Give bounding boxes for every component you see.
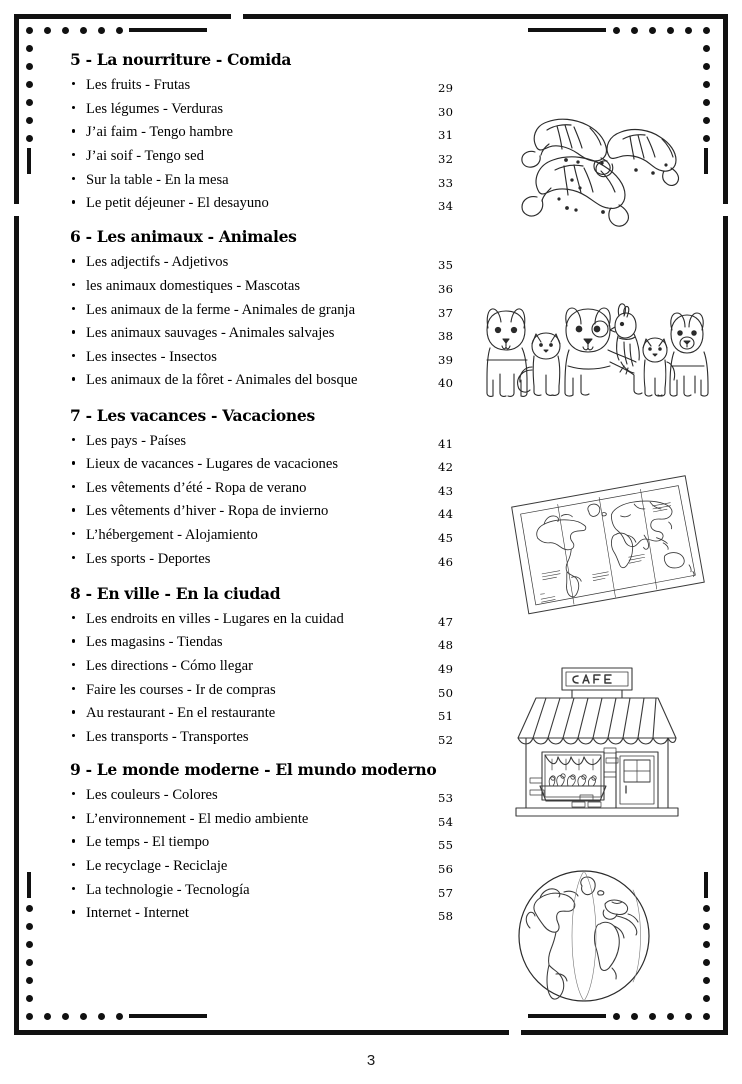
- pets-illustration: [476, 300, 708, 404]
- border-dot: [80, 27, 87, 34]
- section-title: 7 - Les vacances - Vacaciones: [70, 405, 315, 425]
- toc-entry-page-number: 47: [438, 614, 454, 629]
- border-dot: [703, 27, 710, 34]
- section-title: 8 - En ville - En la ciudad: [70, 583, 281, 603]
- toc-entry-page-number: 42: [438, 460, 454, 475]
- border-dot: [703, 1013, 710, 1020]
- croissants-illustration: [505, 100, 695, 235]
- bullet-icon: [72, 887, 75, 890]
- border-dot: [703, 81, 710, 88]
- toc-entry-page-number: 45: [438, 531, 454, 545]
- toc-entry-label: Sur la table - En la mesa: [86, 171, 229, 188]
- toc-entry[interactable]: [58, 99, 478, 119]
- bullet-icon: [72, 556, 75, 559]
- outer-frame-bottom-left-segment: [14, 1030, 509, 1035]
- border-dot: [613, 27, 620, 34]
- toc-entry[interactable]: [58, 478, 478, 498]
- toc-entry[interactable]: [58, 276, 478, 296]
- border-dot: [631, 27, 638, 34]
- border-dot: [631, 1013, 638, 1020]
- section-entry-list: [58, 431, 478, 569]
- toc-entry-page-number: 33: [438, 175, 454, 190]
- border-dot: [703, 99, 710, 106]
- border-dot: [703, 923, 710, 930]
- toc-entry-label: Les sports - Deportes: [86, 550, 211, 567]
- toc-entry[interactable]: [58, 785, 478, 805]
- toc-entry-label: Le recyclage - Reciclaje: [86, 857, 228, 874]
- toc-entry-label: Les animaux sauvages - Animales salvajes: [86, 325, 335, 342]
- toc-entry-label: Internet - Internet: [86, 905, 189, 922]
- bullet-icon: [72, 461, 75, 464]
- toc-entry-page-number: 57: [438, 885, 454, 900]
- toc-entry-label: Les vêtements d’été - Ropa de verano: [86, 479, 307, 496]
- border-dash: [129, 28, 207, 32]
- toc-entry[interactable]: [58, 727, 478, 747]
- section-entry-list: [58, 75, 478, 213]
- toc-entry-label: L’hébergement - Alojamiento: [86, 527, 258, 543]
- toc-entry[interactable]: [58, 903, 478, 923]
- toc-entry-page-number: 56: [438, 861, 454, 876]
- toc-entry[interactable]: [58, 832, 478, 852]
- border-dot: [116, 1013, 123, 1020]
- toc-entry-page-number: 46: [438, 554, 454, 569]
- toc-entry-page-number: 54: [438, 814, 454, 829]
- border-dot: [26, 27, 33, 34]
- toc-entry-label: J’ai soif - Tengo sed: [86, 147, 204, 164]
- toc-entry-page-number: 50: [438, 685, 454, 700]
- toc-entry-page-number: 51: [438, 709, 454, 724]
- globe-illustration: [512, 866, 662, 1008]
- border-dot: [703, 995, 710, 1002]
- toc-entry[interactable]: [58, 300, 478, 320]
- world-map-illustration: [505, 478, 705, 612]
- toc-entry[interactable]: [58, 252, 478, 272]
- toc-entry-page-number: 38: [438, 329, 454, 344]
- border-dot: [26, 923, 33, 930]
- border-dot: [26, 135, 33, 142]
- toc-entry[interactable]: [58, 549, 478, 569]
- toc-entry[interactable]: [58, 856, 478, 876]
- toc-entry-label: Les transports - Transportes: [86, 728, 249, 745]
- toc-entry-page-number: 43: [438, 483, 454, 498]
- toc-entry-label: Les légumes - Verduras: [86, 100, 224, 117]
- bullet-icon: [72, 354, 75, 357]
- toc-entry-label: L’environnement - El medio ambiente: [86, 810, 309, 827]
- toc-entry-page-number: 40: [438, 376, 454, 391]
- toc-entry-page-number: 53: [438, 791, 454, 805]
- toc-entry-label: Les directions - Cómo llegar: [86, 658, 253, 674]
- border-dot: [26, 1013, 33, 1020]
- bullet-icon: [72, 710, 75, 713]
- toc-entry-label: Les couleurs - Colores: [86, 787, 218, 803]
- border-dot: [703, 959, 710, 966]
- border-dot: [26, 45, 33, 52]
- bullet-icon: [72, 485, 75, 488]
- bullet-icon: [72, 377, 75, 380]
- bullet-icon: [72, 153, 75, 156]
- bullet-icon: [72, 259, 75, 262]
- toc-entry-label: Les magasins - Tiendas: [86, 634, 223, 651]
- toc-entry-label: J’ai faim - Tengo hambre: [86, 124, 234, 141]
- border-dot: [26, 905, 33, 912]
- toc-entry-page-number: 35: [438, 258, 454, 273]
- bullet-icon: [72, 508, 75, 511]
- toc-entry-page-number: 37: [438, 305, 454, 320]
- border-dash: [27, 148, 31, 174]
- border-dot: [667, 1013, 674, 1020]
- toc-entry[interactable]: [58, 809, 478, 829]
- border-dot: [26, 977, 33, 984]
- bullet-icon: [72, 438, 75, 441]
- border-dot: [703, 45, 710, 52]
- toc-entry-label: Les pays - Países: [86, 432, 187, 449]
- border-dot: [685, 27, 692, 34]
- section-title: 6 - Les animaux - Animales: [70, 227, 297, 247]
- outer-frame-left-upper-segment: [14, 14, 19, 204]
- bullet-icon: [72, 792, 75, 795]
- toc-entry-label: Les animaux de la ferme - Animales de granja: [86, 301, 356, 318]
- toc-entry-label: Les animaux de la fôret - Animales del bosque: [86, 372, 358, 389]
- border-dot: [26, 995, 33, 1002]
- border-dot: [667, 27, 674, 34]
- border-dot: [98, 27, 105, 34]
- toc-entry[interactable]: [58, 680, 478, 700]
- toc-entry[interactable]: [58, 193, 478, 213]
- toc-entry[interactable]: [58, 454, 478, 474]
- section-title: 9 - Le monde moderne - El mundo moderno: [70, 760, 437, 779]
- border-dot: [703, 905, 710, 912]
- bullet-icon: [72, 910, 75, 913]
- border-dot: [116, 27, 123, 34]
- border-dot: [703, 135, 710, 142]
- border-dot: [80, 1013, 87, 1020]
- toc-entry-label: La technologie - Tecnología: [86, 881, 250, 898]
- section-entry-list: [58, 609, 478, 747]
- toc-entry-label: Le temps - El tiempo: [86, 834, 210, 851]
- toc-entry[interactable]: [58, 75, 478, 95]
- border-dot: [685, 1013, 692, 1020]
- border-dot: [26, 117, 33, 124]
- border-dot: [44, 1013, 51, 1020]
- toc-entry-page-number: 30: [438, 104, 454, 119]
- toc-entry[interactable]: [58, 880, 478, 900]
- border-dot: [26, 941, 33, 948]
- toc-entry-label: Les fruits - Frutas: [86, 77, 191, 93]
- outer-frame-bottom-right-segment: [521, 1030, 728, 1035]
- toc-section-9: [58, 760, 478, 923]
- toc-entry-page-number: 55: [438, 838, 454, 853]
- section-entry-list: [58, 785, 478, 923]
- outer-frame-right-upper-segment: [723, 14, 728, 204]
- toc-entry-page-number: 52: [438, 732, 454, 747]
- bullet-icon: [72, 639, 75, 642]
- border-dash: [27, 872, 31, 898]
- bullet-icon: [72, 616, 75, 619]
- toc-section-5: [58, 50, 478, 213]
- toc-entry-label: Lieux de vacances - Lugares de vacaciones: [86, 456, 339, 473]
- page-number: 3: [366, 1052, 376, 1069]
- outer-frame-right-lower-segment: [723, 216, 728, 1035]
- toc-section-8: [58, 584, 478, 747]
- outer-frame-top-right-segment: [243, 14, 728, 19]
- toc-entry-page-number: 58: [438, 909, 454, 924]
- bullet-icon: [72, 200, 75, 203]
- border-dash: [528, 1014, 606, 1018]
- toc-entry-page-number: 41: [438, 436, 454, 451]
- toc-entry-label: Les vêtements d’hiver - Ropa de invierno: [86, 503, 329, 520]
- toc-entry-page-number: 48: [438, 638, 454, 653]
- toc-section-7: [58, 406, 478, 569]
- toc-entry-label: Les endroits en villes - Lugares en la cuidad: [86, 610, 344, 627]
- toc-entry[interactable]: [58, 431, 478, 451]
- toc-entry[interactable]: [58, 632, 478, 652]
- bullet-icon: [72, 82, 75, 85]
- toc-entry[interactable]: [58, 122, 478, 142]
- bullet-icon: [72, 663, 75, 666]
- border-dot: [26, 959, 33, 966]
- toc-entry[interactable]: [58, 501, 478, 521]
- bullet-icon: [72, 687, 75, 690]
- border-dot: [613, 1013, 620, 1020]
- bullet-icon: [72, 177, 75, 180]
- toc-entry[interactable]: [58, 656, 478, 676]
- bullet-icon: [72, 283, 75, 286]
- toc-entry-page-number: 39: [438, 352, 454, 367]
- border-dot: [26, 63, 33, 70]
- border-dash: [704, 872, 708, 898]
- table-of-contents: [58, 50, 478, 933]
- toc-entry-page-number: 34: [438, 199, 454, 214]
- bullet-icon: [72, 863, 75, 866]
- toc-entry-page-number: 29: [438, 81, 454, 95]
- section-title: 5 - La nourriture - Comida: [70, 50, 292, 69]
- border-dot: [649, 27, 656, 34]
- toc-entry[interactable]: [58, 609, 478, 629]
- border-dot: [26, 81, 33, 88]
- bullet-icon: [72, 734, 75, 737]
- border-dot: [703, 941, 710, 948]
- toc-entry-label: Le petit déjeuner - El desayuno: [86, 195, 269, 212]
- toc-entry-label: Faire les courses - Ir de compras: [86, 681, 276, 698]
- toc-entry[interactable]: [58, 703, 478, 723]
- section-entry-list: [58, 252, 478, 390]
- toc-entry-page-number: 44: [438, 507, 454, 522]
- toc-entry[interactable]: [58, 146, 478, 166]
- border-dash: [129, 1014, 207, 1018]
- toc-entry-page-number: 49: [438, 662, 454, 676]
- border-dot: [62, 1013, 69, 1020]
- bullet-icon: [72, 816, 75, 819]
- bullet-icon: [72, 129, 75, 132]
- border-dot: [62, 27, 69, 34]
- toc-entry-page-number: 31: [438, 128, 454, 143]
- bullet-icon: [72, 532, 75, 535]
- toc-entry[interactable]: [58, 370, 478, 390]
- bullet-icon: [72, 839, 75, 842]
- toc-section-6: [58, 227, 478, 390]
- outer-frame-left-lower-segment: [14, 216, 19, 1035]
- border-dot: [703, 117, 710, 124]
- toc-entry-label: Les adjectifs - Adjetivos: [86, 254, 229, 271]
- border-dash: [704, 148, 708, 174]
- border-dot: [98, 1013, 105, 1020]
- outer-frame-top-left-segment: [14, 14, 231, 19]
- border-dash: [528, 28, 606, 32]
- toc-entry-label: Au restaurant - En el restaurante: [86, 705, 276, 722]
- border-dot: [703, 63, 710, 70]
- toc-entry-label: Les insectes - Insectos: [86, 348, 217, 365]
- bullet-icon: [72, 106, 75, 109]
- toc-entry[interactable]: [58, 525, 478, 545]
- border-dot: [44, 27, 51, 34]
- toc-entry[interactable]: [58, 323, 478, 343]
- border-dot: [26, 99, 33, 106]
- toc-entry-page-number: 36: [438, 281, 454, 296]
- toc-entry-label: les animaux domestiques - Mascotas: [86, 277, 300, 294]
- bullet-icon: [72, 330, 75, 333]
- toc-entry[interactable]: [58, 170, 478, 190]
- cafe-storefront-illustration: [500, 660, 700, 820]
- toc-entry[interactable]: [58, 347, 478, 367]
- border-dot: [649, 1013, 656, 1020]
- border-dot: [703, 977, 710, 984]
- toc-entry-page-number: 32: [438, 151, 454, 166]
- bullet-icon: [72, 307, 75, 310]
